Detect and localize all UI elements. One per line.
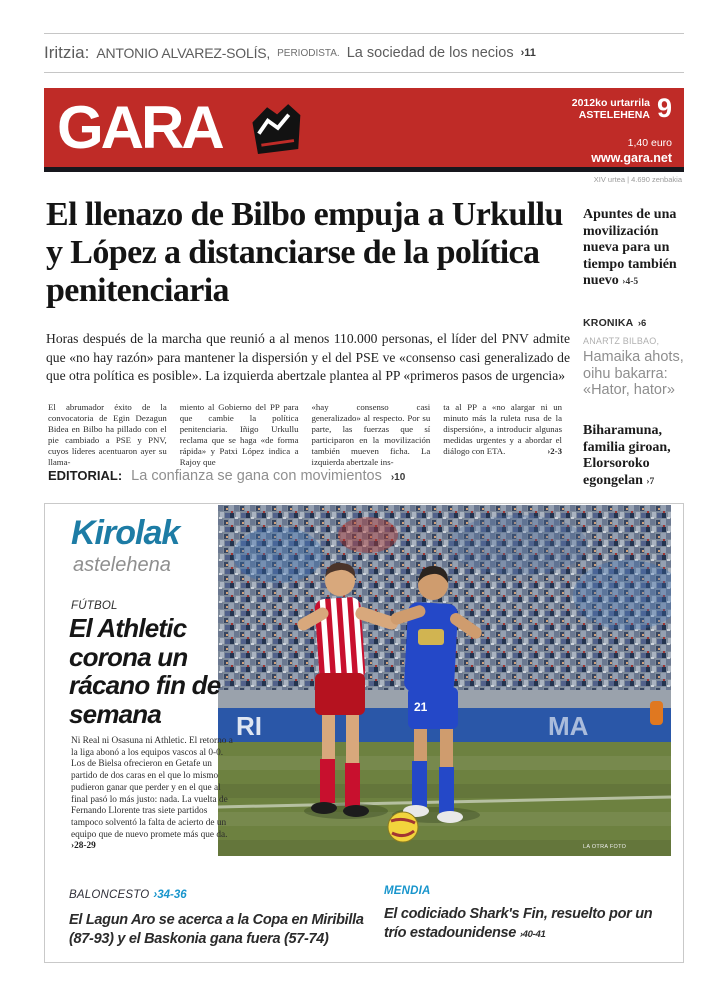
opinion-strip — [44, 33, 684, 73]
editorial-title: La confianza se gana con movimientos — [131, 468, 382, 484]
kirolak-edition: astelehena — [73, 554, 171, 576]
match-photo — [218, 505, 671, 856]
sidebar-story-page-ref: ›4-5 — [622, 277, 639, 288]
mendia-label: MENDIA — [384, 885, 431, 897]
masthead-day-number: 9 — [656, 93, 672, 123]
opinion-section-label: Iritzia: — [44, 43, 90, 62]
futbol-page-ref: ›28-29 — [71, 841, 96, 852]
kronika-title: Hamaika ahots, oihu bakarra: «Hator, hator» — [583, 349, 684, 398]
kronika-author: ANARTZ BILBAO, — [583, 336, 660, 346]
steward — [650, 701, 663, 725]
baloncesto-title: El Lagun Aro se acerca a la Copa en Miribilla (87-93) y el Baskonia gana fuera (57-74) — [69, 912, 364, 947]
baloncesto-teaser — [69, 885, 381, 949]
masthead-price: 1,40 euro — [627, 137, 672, 149]
lead-deck: Horas después de la marcha que reunió a al menos 110.000 personas, el líder del PNV admite que «no hay razón» para mantener la dispersión y el del PSE ve «consenso casi generalizado de que otra política es posible». La izquierda abertzale plantea al PP «primeros pasos de urgencia» — [46, 331, 570, 384]
sidebar-story-title: Biharamuna, familia giroan, Elorsoroko egongelan ›7 — [583, 423, 671, 488]
futbol-section-label: FÚTBOL — [71, 600, 118, 612]
svg-text:21: 21 — [414, 700, 428, 714]
masthead-website: www.gara.net — [591, 151, 672, 165]
kronika-label: KRONIKA — [583, 317, 634, 329]
opinion-author: ANTONIO ALVAREZ-SOLÍS, — [96, 45, 271, 61]
sidebar-story-apuntes — [583, 207, 686, 291]
baloncesto-label: BALONCESTO — [69, 889, 150, 901]
lead-column-3: «hay consenso casi generalizado» al respecto. Por su parte, las fuerzas que sí participaron en la movilización también mueven ficha. La izquierda abertzale ins- — [311, 402, 431, 467]
mendia-title: El codiciado Shark's Fin, resuelto por un trío estadounidense ›40-41 — [384, 906, 653, 941]
opinion-title: La sociedad de los necios — [346, 45, 514, 61]
mendia-teaser — [384, 885, 674, 944]
masthead-info — [572, 95, 672, 165]
sidebar-story-page-ref: ›7 — [646, 476, 655, 487]
lead-headline: El llenazo de Bilbo empuja a Urkullu y López a distanciarse de la política penitenciaria — [46, 196, 563, 309]
svg-text:MA: MA — [548, 711, 589, 741]
sidebar-story-biharamuna — [583, 423, 686, 490]
edition-info: XIV urtea | 4.690 zenbakia — [593, 175, 682, 184]
kirolak-brand: Kirolak — [71, 514, 180, 552]
opinion-page-ref: ›11 — [520, 47, 536, 59]
lead-column-2: miento al Gobierno del PP para que cambie la política penitenciaria. Iñigo Urkullu reclama que se haga «de forma rápida» y Patxi López indica a Rajoy que — [179, 402, 299, 467]
mendia-page-ref: ›40-41 — [519, 929, 546, 940]
lead-page-ref: ›2-3 — [547, 445, 562, 456]
baloncesto-page-ref: ›34-36 — [153, 889, 187, 901]
sidebar-kronika — [583, 313, 686, 399]
photo-credit: LA OTRA FOTO — [583, 844, 627, 850]
newspaper-logo: GARA — [57, 94, 222, 161]
svg-text:RI: RI — [236, 711, 262, 741]
masthead-day-name: ASTELEHENA — [578, 109, 650, 121]
sidebar-story-title: Apuntes de una movilización nueva para un tiempo también nuevo ›4-5 — [583, 207, 677, 289]
lead-column-1: El abrumador éxito de la convocatoria de Egin Dezagun Bidea en Bilbo ha pillado con el pie cambiado a PSE y PNV, cuyos líderes acentuaron ayer su llama- — [48, 402, 167, 467]
masthead-banner — [44, 88, 684, 172]
kirolak-section-box — [44, 503, 684, 963]
kronika-page-ref: ›6 — [637, 318, 647, 329]
futbol-body: Ni Real ni Osasuna ni Athletic. El retorno a la liga abonó a los equipos vascos al 0-0. Los de Bielsa ofrecieron en Getafe un partido de dos caras en el que lo mismo pudieron ganar que perder y en el que al final pasó lo más justo: nada. La vuelta de Fernando Llorente tras siete partidos tampoco solventó la falta de acierto de un equipo que de nuevo promete más que da. ›28-29 — [71, 736, 233, 852]
editorial-page-ref: ›10 — [390, 472, 406, 483]
lead-body-columns — [48, 402, 562, 476]
editorial-strip — [48, 468, 568, 484]
lead-column-4-text: ta al PP a «no alargar ni un minuto más la ruleta rusa de la dispersión», a introducir algunas medidas urgentes y a abordar el diálogo con ETA. — [443, 402, 562, 456]
gara-logo-mark — [245, 101, 306, 158]
opinion-author-role: PERIODISTA. — [277, 47, 340, 59]
match-ball — [388, 812, 418, 842]
futbol-headline: El Athletic corona un rácano fin de semana — [69, 613, 221, 729]
lead-column-4 — [443, 402, 562, 476]
masthead-date: 2012ko urtarrila — [571, 97, 650, 109]
editorial-label: EDITORIAL: — [48, 468, 123, 483]
